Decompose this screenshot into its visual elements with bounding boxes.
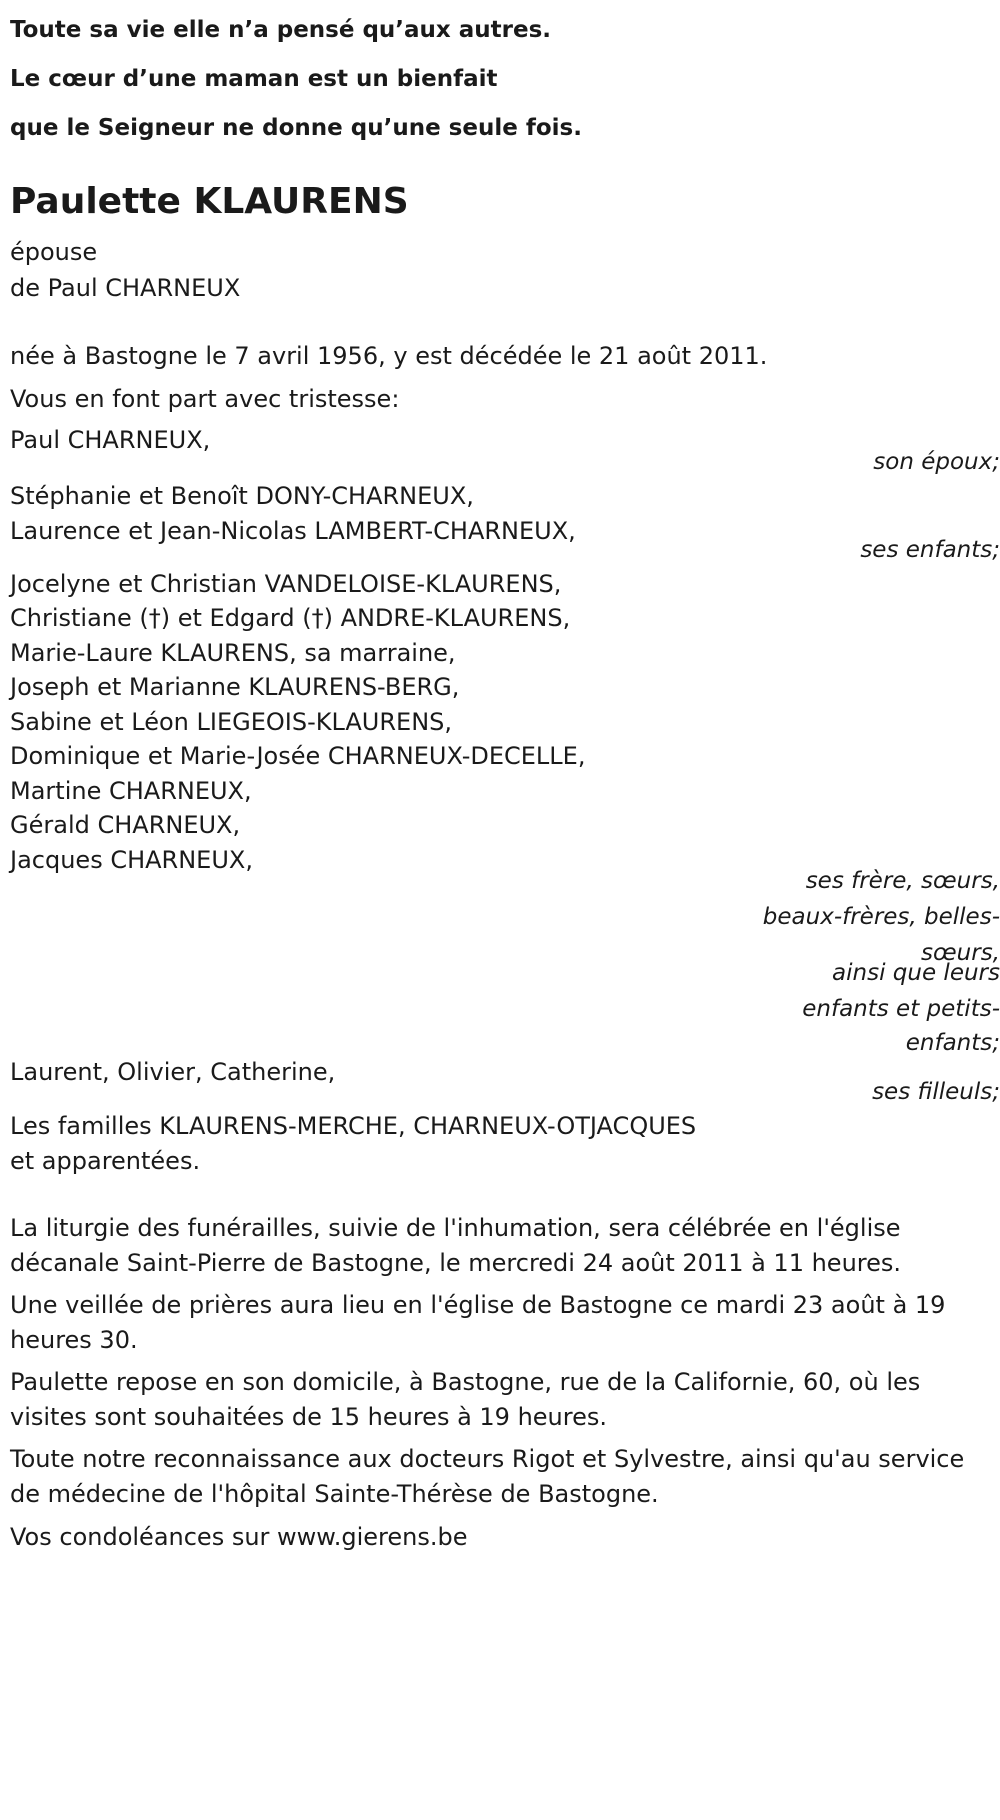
children-relation: [740, 530, 1000, 570]
siblings-relation: [740, 861, 1000, 1057]
families-line-1: Les familles KLAURENS-MERCHE, CHARNEUX-OTJACQUES: [10, 1112, 697, 1140]
spouse-relation: [740, 442, 1000, 482]
spouse-line-1: épouse: [10, 238, 98, 266]
vigil-paragraph: Une veillée de prières aura lieu en l'église de Bastogne ce mardi 23 août à 19 heures 30.: [10, 1291, 946, 1354]
condolences-line: Vos condoléances sur www.gierens.be: [10, 1523, 468, 1551]
relation-line: ses frère, sœurs,: [805, 868, 1000, 894]
relation-line: enfants;: [905, 1030, 1000, 1056]
relation-line: son époux;: [873, 449, 1000, 475]
relation-line: ainsi que leurs: [832, 960, 1000, 986]
opening-poem: [10, 6, 582, 153]
godchildren-relation: [740, 1072, 1000, 1112]
sibling-name: Jacques CHARNEUX,: [10, 846, 253, 874]
relation-line: sœurs,: [921, 940, 1000, 966]
sibling-name: Joseph et Marianne KLAURENS-BERG,: [10, 673, 460, 701]
spouse-line-2: de Paul CHARNEUX: [10, 274, 241, 302]
sibling-name: Jocelyne et Christian VANDELOISE-KLAURENS,: [10, 570, 562, 598]
child-name: Laurence et Jean-Nicolas LAMBERT-CHARNEUX,: [10, 517, 576, 545]
intro-line: Vous en font part avec tristesse:: [10, 385, 400, 413]
poem-line: Toute sa vie elle n’a pensé qu’aux autres.: [10, 17, 552, 43]
families-line-2: et apparentées.: [10, 1147, 201, 1175]
relation-line: enfants et petits-: [802, 996, 1000, 1022]
spouse-name: Paul CHARNEUX,: [10, 426, 211, 454]
sibling-name: Sabine et Léon LIEGEOIS-KLAURENS,: [10, 708, 453, 736]
sibling-name: Dominique et Marie-Josée CHARNEUX-DECELLE,: [10, 742, 586, 770]
relation-line: ses enfants;: [860, 537, 1000, 563]
relation-line: beaux-frères, belles-: [762, 904, 1000, 930]
sibling-name: Marie-Laure KLAURENS, sa marraine,: [10, 639, 456, 667]
child-name: Stéphanie et Benoît DONY-CHARNEUX,: [10, 482, 474, 510]
acknowledgement-paragraph: Toute notre reconnaissance aux docteurs Rigot et Sylvestre, ainsi qu'au service de médecine de l'hôpital Sainte-Thérèse de Bastogne.: [10, 1445, 965, 1508]
funeral-liturgy-paragraph: La liturgie des funérailles, suivie de l'inhumation, sera célébrée en l'église décanale Saint-Pierre de Bastogne, le mercredi 24 août 2011 à 11 heures.: [10, 1214, 902, 1277]
poem-line: Le cœur d’une maman est un bienfait: [10, 66, 498, 92]
sibling-name: Gérald CHARNEUX,: [10, 811, 241, 839]
birth-death-line: née à Bastogne le 7 avril 1956, y est décédée le 21 août 2011.: [10, 342, 768, 370]
sibling-name: Martine CHARNEUX,: [10, 777, 252, 805]
godchildren-names: Laurent, Olivier, Catherine,: [10, 1058, 336, 1086]
sibling-name: Christiane (†) et Edgard (†) ANDRE-KLAURENS,: [10, 604, 571, 632]
poem-line: que le Seigneur ne donne qu’une seule fois.: [10, 115, 582, 141]
visitation-paragraph: Paulette repose en son domicile, à Bastogne, rue de la Californie, 60, où les visites sont souhaitées de 15 heures à 19 heures.: [10, 1368, 921, 1431]
relation-line: ses filleuls;: [872, 1079, 1000, 1105]
deceased-name: Paulette KLAURENS: [10, 181, 409, 222]
